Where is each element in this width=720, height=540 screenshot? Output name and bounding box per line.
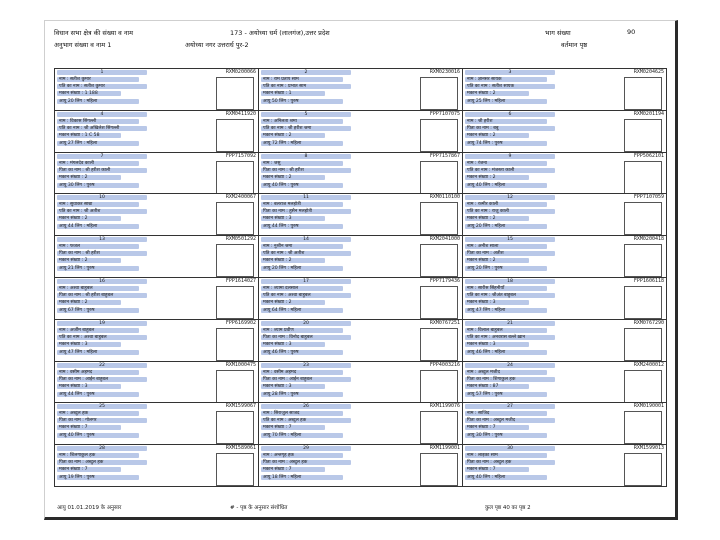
serial-number: 18 [465,279,555,284]
house-number: मकान संख्या : 2 [465,216,529,221]
voter-card [259,153,463,195]
photo-box [216,244,254,277]
voter-name: नाम : साजिद [465,411,547,416]
epic-number: RXM0411920 [225,110,256,117]
house-number: मकान संख्या : 3 [261,216,325,221]
age-gender: आयु 47 लिंग : महिला [57,350,139,355]
house-number: मकान संख्या : 2 [261,133,325,138]
voter-card [463,362,667,404]
epic-number: RXM0767290 [633,319,664,326]
serial-number: 14 [261,237,351,242]
voter-name: नाम : अब्दुल मजीद [465,370,547,375]
voter-name: नाम : मंगलदेव काली [57,161,139,166]
relation-name: पिता का नाम : अब्दुल हक [261,460,351,465]
page-label: वर्तमान पृष्ठ [561,41,588,49]
age-gender: आयु 72 लिंग : महिला [261,141,343,146]
voter-card [259,278,463,320]
age-gender: आयु 28 लिंग : पुरुष [261,392,343,397]
voter-card [259,69,463,111]
epic-number: RXM0201194 [633,110,664,117]
house-number: मकान संख्या : 2 [57,300,121,305]
age-gender: आयु 20 लिंग : पुरुष [465,266,547,271]
age-gender: आयु 27 लिंग : महिला [57,141,139,146]
epic-number: RXM1599067 [225,403,256,410]
age-gender: आयु 40 लिंग : महिला [465,183,547,188]
voter-name: नाम : सुधाकर साम्रा [57,202,139,207]
voter-name: नाम : सारीस सिंहनीयाँ [465,286,547,291]
photo-box [216,328,254,361]
age-gender: आयु 46 लिंग : महिला [465,350,547,355]
photo-box [216,119,254,152]
house-number: मकान संख्या : 2 [261,258,325,263]
voter-name: नाम : अब्दुल हक [57,411,139,416]
photo-box [216,286,254,319]
voter-name: नाम : सतीश कुमार [57,77,139,82]
relation-name: पति का नाम : श्री अतीश [261,251,351,256]
epic-number: RXM2400012 [633,361,664,368]
relation-name: पिता का नाम : आईन बाहुबल [57,377,147,382]
voter-card [463,403,667,445]
serial-number: 29 [261,446,351,451]
epic-number: RXM0110100 [429,194,460,201]
epic-number: RXM0230016 [429,69,460,75]
photo-box [420,411,458,444]
serial-number: 1 [57,70,147,75]
serial-number: 6 [465,112,555,117]
voter-card [463,278,667,320]
age-gender: आयु 20 लिंग : महिला [261,266,343,271]
house-number: मकान संख्या : 2 [261,175,325,180]
age-gender: आयु 40 लिंग : पुरुष [261,183,343,188]
house-number: मकान संख्या : 7 [261,425,325,430]
house-number: मकान संख्या : 7 [57,467,121,472]
relation-name: पति का नाम : राजु काली [465,209,555,214]
epic-number: RXM0501292 [225,236,256,243]
serial-number: 25 [57,404,147,409]
voter-name: नाम : विकास सिंगल्ली [57,119,139,124]
epic-number: FPP1606118 [633,277,664,284]
house-number: मकान संख्या : 3 [57,342,121,347]
age-gender: आयु 21 लिंग : पुरुष [57,266,139,271]
voter-card [259,403,463,445]
serial-number: 28 [57,446,147,451]
serial-number: 24 [465,363,555,368]
serial-number: 16 [57,279,147,284]
photo-box [624,161,662,194]
voter-card [463,194,667,236]
voter-card [463,153,667,195]
voter-name: नाम : अन्तगृह हक [261,453,343,458]
voter-name: नाम : जसु [261,161,343,166]
relation-name: पति का नाम : सतीश सायक [465,84,555,89]
age-gender: आयु 67 लिंग : पुरुष [57,308,139,313]
relation-name: पिता का नाम : श्री हरीश [57,251,147,256]
house-number: मकान संख्या : 7 [465,425,529,430]
part-value: अयोध्या नगर उत्तरार्ध पुर-2 [185,41,249,49]
photo-box [420,77,458,110]
relation-name: पति का नाम : श्री अतीश [57,209,147,214]
voter-card [55,278,259,320]
footer-revision-note: # - पृष्ठ के अनुसार संशोधित [230,505,288,511]
house-number: मकान संख्या : 2 [57,175,121,180]
section-value: 90 [627,28,636,36]
voter-card [463,69,667,111]
age-gender: आयु 47 लिंग : महिला [465,308,547,313]
age-gender: आयु 46 लिंग : पुरुष [261,350,343,355]
voter-list-page [44,20,678,520]
photo-box [216,161,254,194]
photo-box [216,202,254,235]
voter-name: नाम : नुश्रीन श्रमा [261,244,343,249]
house-number: मकान संख्या : 2 [465,133,529,138]
age-gender: आयु 44 लिंग : पुरुष [261,224,343,229]
voter-name: नाम : ज्ञानसर सायक [465,77,547,82]
serial-number: 26 [261,404,351,409]
voter-card [55,403,259,445]
relation-name: पिता का नाम : गोलगर [57,418,147,423]
serial-number: 11 [261,195,351,200]
footer-page-count: कुल पृष्ठ 40 का पृष्ठ 2 [485,505,531,511]
house-number: मकान संख्या : 3 [261,384,325,389]
epic-number: FPP7107075 [429,110,460,117]
epic-number: RXM2400067 [225,194,256,201]
relation-name: पति का नाम : श्री हरीश श्रमा [261,126,351,131]
age-gender: आयु 30 लिंग : पुरुष [57,183,139,188]
photo-box [420,119,458,152]
voter-name: नाम : रंजना [465,161,547,166]
section-label: भाग संख्या [545,29,571,37]
relation-name: पिता का नाम : श्री हरीश काली [57,168,147,173]
serial-number: 21 [465,321,555,326]
epic-number: RXM1199001 [429,445,460,452]
epic-number: FPP5062101 [633,152,664,159]
age-gender: आयु 50 लिंग : पुरुष [261,99,343,104]
relation-name: पिता का नाम : बबु [465,126,555,131]
voter-card [55,69,259,111]
epic-number: FPP1614027 [225,277,256,284]
relation-name: पिता का नाम : शिगाकुल हक [465,377,555,382]
relation-name: पति का नाम : श्री अखिलेश सिंगल्ली [57,126,147,131]
age-gender: आयु 57 लिंग : पुरुष [465,392,547,397]
voter-name: नाम : अर्जीम बाहुबल [57,328,139,333]
voter-name: नाम : विलाल बाहुबल [465,328,547,333]
relation-name: पति का नाम : अश्वा बाहुबल [57,335,147,340]
age-gender: आयु 64 लिंग : महिला [261,308,343,313]
age-gender: आयु 74 लिंग : पुरुष [465,141,547,146]
age-gender: आयु 44 लिंग : महिला [57,224,139,229]
voter-card [259,194,463,236]
voter-card [55,445,259,487]
house-number: मकान संख्या : 87 [465,384,529,389]
age-gender: आयु 18 लिंग : महिला [261,475,343,480]
constituency-label: विधान सभा क्षेत्र की संख्या व नाम [54,29,133,37]
epic-number: RXM1599013 [633,445,664,452]
house-number: मकान संख्या : 2 [261,300,325,305]
voter-name: नाम : रश्मीर काली [465,202,547,207]
serial-number: 3 [465,70,555,75]
serial-number: 30 [465,446,555,451]
voter-card [259,111,463,153]
voter-card [463,111,667,153]
voter-name: नाम : अश्वा बाहुबल [57,286,139,291]
voter-card [463,445,667,487]
house-number: मकान संख्या : 3 [57,384,121,389]
photo-box [420,202,458,235]
serial-number: 13 [57,237,147,242]
relation-name: पिता का नाम : अब्दुल हक [57,460,147,465]
photo-box [216,77,254,110]
epic-number: FPP4003216 [429,361,460,368]
epic-number: RXM0767251 [429,319,460,326]
photo-box [624,202,662,235]
epic-number: RXM0200418 [633,236,664,243]
photo-box [624,244,662,277]
house-number: मकान संख्या : 2 [465,175,529,180]
part-label: अनुभाग संख्या व नाम 1 [54,41,112,49]
serial-number: 5 [261,112,351,117]
house-number: मकान संख्या : 7 [57,425,121,430]
voter-name: नाम : श्यामा दलसाल [261,286,343,291]
relation-name: पति का नाम : श्रीअंत बाहुबल [465,293,555,298]
photo-box [216,370,254,403]
photo-box [624,328,662,361]
relation-name: पति का नाम : सतीश कुमार [57,84,147,89]
voter-name: नाम : राम प्रताप साम [261,77,343,82]
serial-number: 20 [261,321,351,326]
voter-name: नाम : बलराज मलहोत्री [261,202,343,207]
epic-number: FPP7179436 [429,277,460,284]
house-number: मकान संख्या : 3 [465,342,529,347]
relation-name: पिता का नाम : श्री हरीश बाहुबल [57,293,147,298]
epic-number: RXM0204625 [633,69,664,75]
photo-box [624,411,662,444]
age-gender: आयु 20 लिंग : महिला [57,99,139,104]
serial-number: 17 [261,279,351,284]
epic-number: RXM1000475 [225,361,256,368]
relation-name: पिता का नाम : आईन बाहुबल [261,377,351,382]
house-number: मकान संख्या : 2 [57,216,121,221]
age-gender: आयु 20 लिंग : महिला [465,224,547,229]
serial-number: 27 [465,404,555,409]
house-number: मकान संख्या : 1 C 58 [57,133,121,138]
serial-number: 7 [57,154,147,159]
voter-name: नाम : अनिलता श्रमा [261,119,343,124]
age-gender: आयु 40 लिंग : पुरुष [57,433,139,438]
relation-name: पिता का नाम : श्री हरीश [261,168,351,173]
serial-number: 23 [261,363,351,368]
voter-card [55,320,259,362]
relation-name: पिता का नाम : हुसैन मलहोत्री [261,209,351,214]
epic-number: RXM1199076 [429,403,460,410]
photo-box [420,161,458,194]
house-number: मकान संख्या : 3 [261,342,325,347]
serial-number: 8 [261,154,351,159]
serial-number: 2 [261,70,351,75]
relation-name: पति का नाम : मंजस्ता काली [465,168,555,173]
serial-number: 15 [465,237,555,242]
photo-box [624,370,662,403]
voter-card [55,362,259,404]
epic-number: RXM0200066 [225,69,256,75]
serial-number: 19 [57,321,147,326]
photo-box [216,411,254,444]
voter-card [55,153,259,195]
house-number: मकान संख्या : 1 188 [57,91,121,96]
house-number: मकान संख्या : 1 [261,91,325,96]
voter-name: नाम : सिराजुल साजद [261,411,343,416]
voter-card [55,236,259,278]
voter-card [55,111,259,153]
serial-number: 10 [57,195,147,200]
voter-name: नाम : फजल [57,244,139,249]
epic-number: FPP7107059 [633,194,664,201]
house-number: मकान संख्या : 2 [57,258,121,263]
epic-number: FPP6169902 [225,319,256,326]
voter-name: नाम : श्याम प्रवीण [261,328,343,333]
house-number: मकान संख्या : 7 [465,467,529,472]
relation-name: पिता का नाम : अतीश [465,251,555,256]
house-number: मकान संख्या : 2 [465,258,529,263]
photo-box [420,328,458,361]
voter-card [259,362,463,404]
voter-name: नाम : शिलगाकुल हक [57,453,139,458]
voter-name: नाम : अनीश साला [465,244,547,249]
epic-number: RXM0190001 [633,403,664,410]
relation-name: पति का नाम : अनवरास बल्ले ख़ान [465,335,555,340]
voter-card [259,320,463,362]
epic-number: RXM1589061 [225,445,256,452]
voter-name: नाम : श्री हरीश [465,119,547,124]
voter-card [463,320,667,362]
constituency-value: 173 - अयोध्या धर्म (लालगंज),उत्तर प्रदेश [230,29,330,37]
voter-card [463,236,667,278]
age-gender: आयु 25 लिंग : महिला [465,99,547,104]
photo-box [624,453,662,486]
serial-number: 4 [57,112,147,117]
voter-name: नाम : वसीम अहमद [261,370,343,375]
epic-number: FPP7157092 [225,152,256,159]
voter-card [259,445,463,487]
voter-grid [54,68,667,487]
footer-age-note: आयु 01.01.2019 के अनुसार [57,505,122,511]
serial-number: 9 [465,154,555,159]
relation-name: पति का नाम : प्रभात साम [261,84,351,89]
relation-name: पिता का नाम : विनोद बाहुबल [261,335,351,340]
house-number: मकान संख्या : 2 [465,91,529,96]
epic-number: FPP7157867 [429,152,460,159]
serial-number: 12 [465,195,555,200]
photo-box [420,370,458,403]
relation-name: पिता का नाम : अब्दुल हक [465,460,555,465]
voter-name: नाम : लाइका साम [465,453,547,458]
age-gender: आयु 30 लिंग : पुरुष [465,433,547,438]
epic-number: RXM2041000 [429,236,460,243]
voter-name: नाम : वसीम अहमद [57,370,139,375]
house-number: मकान संख्या : 7 [261,467,325,472]
relation-name: पति का नाम : अश्वा बाहुबल [261,293,351,298]
photo-box [624,119,662,152]
age-gender: आयु 40 लिंग : महिला [465,475,547,480]
relation-name: पति का नाम : अब्दुल हक [261,418,351,423]
photo-box [624,77,662,110]
serial-number: 22 [57,363,147,368]
photo-box [216,453,254,486]
voter-card [55,194,259,236]
photo-box [420,286,458,319]
voter-card [259,236,463,278]
relation-name: पिता का नाम : अब्दुल मजीद [465,418,555,423]
photo-box [420,453,458,486]
house-number: मकान संख्या : 3 [465,300,529,305]
photo-box [420,244,458,277]
age-gender: आयु 70 लिंग : महिला [261,433,343,438]
photo-box [624,286,662,319]
age-gender: आयु 19 लिंग : पुरुष [57,475,139,480]
age-gender: आयु 44 लिंग : पुरुष [57,392,139,397]
